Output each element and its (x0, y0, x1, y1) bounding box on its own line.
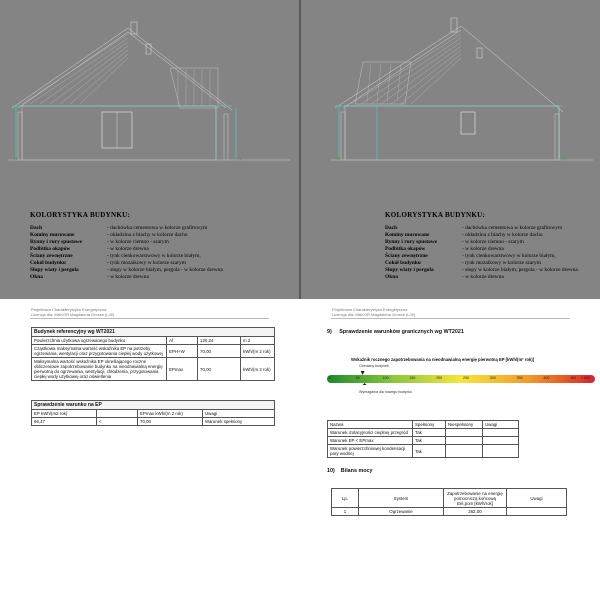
color-row: Słupy wiaty i pergola - słupy w kolorze białym, pergola - w kolorze drewna (385, 267, 578, 273)
table-row: Maksymalna wartość wskaźnika EP określającego roczne obliczeniowe zapotrzebowanie budynku na nieodnawialną energię pierwotną do ogrzewania, wentylacji, chłodzenia, przygotowania ciepłej wody użytkowej oraz oświetlenia EPmax 70,00 kWh/(m 2 rok) (32, 358, 275, 381)
header-rule (30, 318, 269, 319)
doc-header: Projektowa Charakterystyka Energetyczna Licencja dla: MAKOR Magdalena Grosse (L/3/) (332, 307, 416, 317)
color-scheme-title: KOLORYSTYKA BUDYNKU: (385, 211, 486, 219)
table-row: Warunek EP < EPmax Tak (328, 437, 519, 445)
color-row: Ściany zewnętrzne - tynk cienkowarstwowy w kolorze białym, (385, 253, 556, 259)
table-row: Powierzchnia użytkowa ogrzewanego budynku Af 120,24 m 2 (32, 337, 275, 345)
table-row: 1 Ogrzewanie 262,00 (332, 508, 567, 516)
table-title: Budynek referencyjny wg WT2021 (32, 328, 275, 337)
gauge-tick-label: 400 (543, 376, 550, 380)
table-row: 66,47 < 70,00 Warunek spełniony (32, 418, 275, 426)
reference-building-table (31, 327, 275, 381)
color-scheme-title: KOLORYSTYKA BUDYNKU: (30, 211, 131, 219)
gauge-title: Wskaźnik rocznego zapotrzebowania na nieodnawialną energię pierwotną EP [kWh/(m² rok)] (351, 357, 535, 362)
color-row: Kominy murowane - okładzina z blachy w kolorze dachu (30, 232, 188, 238)
color-row: Słupy wiaty i pergola - słupy w kolorze białym, pergola - w kolorze drewna (30, 267, 223, 273)
elevation-drawing-left (0, 0, 299, 299)
gauge-tick-label: 150 (409, 376, 416, 380)
color-scheme-list (30, 212, 290, 281)
color-row: Ściany zewnętrzne - tynk cienkowarstwowy w kolorze białym, (30, 253, 201, 259)
table-title: Sprawdzenie warunku na EP (32, 401, 275, 410)
gauge-tick-label: 200 (436, 376, 443, 380)
gauge-tick-label: 50 (355, 376, 360, 380)
gauge-tick-label: 350 (516, 376, 523, 380)
table-header-row: Lp. System Zapotrzebowanie na energię pomocniczą końcową Eel,pom [kWh/rok] Uwagi (332, 489, 567, 508)
table-header-row: EP kWh/(m2 rok) EPmax kWh/(m 2 rok) Uwagi (32, 410, 275, 418)
color-row: Okna - w kolorze drewna (385, 274, 504, 280)
elevation-drawing-right (301, 0, 600, 299)
color-row: Podbitka okapów - w kolorze drewna (30, 246, 149, 252)
document-page-left (0, 300, 299, 599)
table-row: Warunek izolacyjności cieplnej przegród Tak (328, 429, 519, 437)
section-10-heading: 10) Bilans mocy (327, 468, 373, 474)
table-row: Cząstkowa maksymalna wartość wskaźnika EP na potrzeby ogrzewania, wentylacji oraz przygotowania ciepłej wody użytkowej EPH+W 70,00 kWh/(m 2 rok) (32, 345, 275, 358)
gauge-tick-label: 450 (570, 376, 577, 380)
gauge-tick-label: > 500 (581, 376, 591, 380)
gauge-tick-label: 250 (463, 376, 469, 380)
ep-gauge (327, 371, 595, 385)
power-balance-table (331, 488, 567, 516)
building-ep-marker (361, 371, 365, 375)
gauge-tick-label: 0 (329, 376, 331, 380)
ep-check-table (31, 400, 275, 426)
conditions-table (327, 420, 519, 458)
doc-header: Projektowa Charakterystyka Energetyczna Licencja dla: MAKOR Magdalena Grosse (L/3/) (31, 307, 115, 317)
gauge-tick-label: 100 (382, 376, 389, 380)
required-ep-marker (363, 383, 367, 385)
color-row: Cokół budynku - tynk mozaikowy w kolorze szarym (385, 260, 541, 266)
color-row: Rynny i rury spustowe - w kolorze ciemno - szarym (385, 239, 524, 245)
color-row: Podbitka okapów - w kolorze drewna (385, 246, 504, 252)
header-rule (331, 318, 570, 319)
color-row: Rynny i rury spustowe - w kolorze ciemno - szarym (30, 239, 169, 245)
table-header-row: Nazwa Spełniony Niespełniony Uwagi (328, 421, 519, 429)
color-row: Dach - dachówka cementowa w kolorze grafitowym (30, 225, 208, 231)
color-scheme-list (385, 212, 600, 281)
table-row: Warunek powierzchniowej kondensacji pary wodnej Tak (328, 445, 519, 458)
color-row: Kominy murowane - okładzina z blachy w kolorze dachu (385, 232, 543, 238)
color-row: Cokół budynku - tynk mozaikowy w kolorze szarym (30, 260, 186, 266)
section-9-heading: 9) Sprawdzenie warunków granicznych wg WT2021 (327, 329, 464, 335)
gauge-bottom-label: Wymagania dla nowego budynku (359, 390, 412, 394)
color-row: Dach - dachówka cementowa w kolorze grafitowym (385, 225, 563, 231)
gauge-tick-label: 300 (489, 376, 496, 380)
document-page-right (301, 300, 600, 599)
color-row: Okna - w kolorze drewna (30, 274, 149, 280)
gauge-top-label: Oceniany budynek (359, 364, 389, 368)
